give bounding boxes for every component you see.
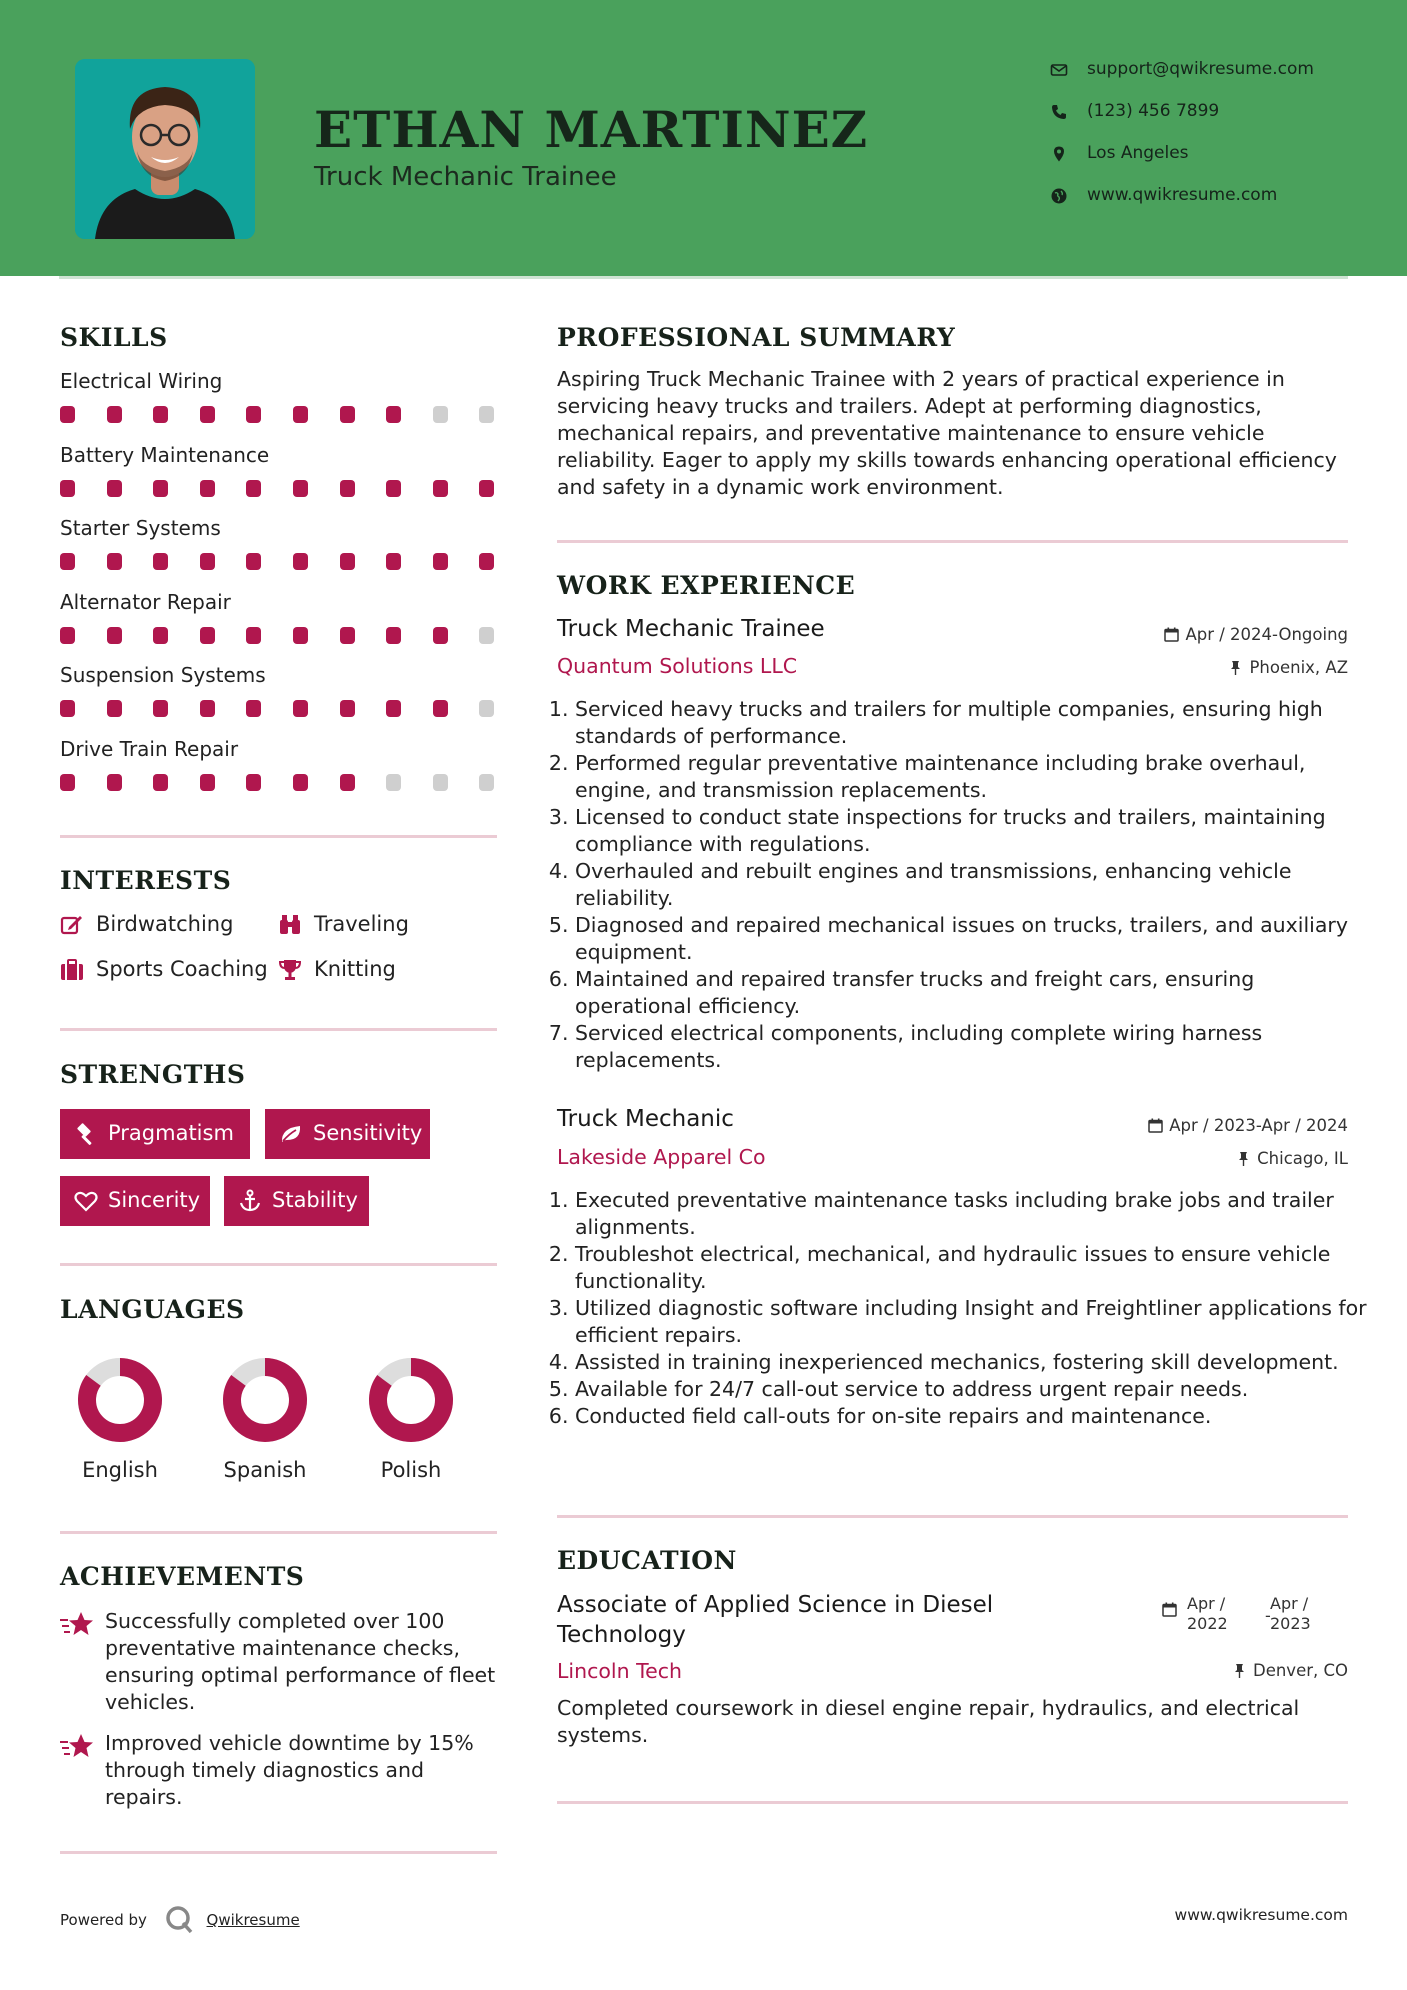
job-bullets xyxy=(550,1187,1375,1430)
education-dates xyxy=(1162,1594,1322,1634)
candidate-name: ETHAN MARTINEZ xyxy=(314,100,869,159)
education-description: Completed coursework in diesel engine repair, hydraulics, and electrical systems. xyxy=(557,1696,1300,1747)
rating-dot-filled xyxy=(479,480,494,497)
interests-title: INTERESTS xyxy=(60,866,232,895)
skill-label: Alternator Repair xyxy=(60,589,231,614)
languages-title: LANGUAGES xyxy=(60,1295,245,1324)
powered-by-label: Powered by xyxy=(60,1911,147,1929)
degree-line: Associate of Applied Science in Diesel xyxy=(557,1592,994,1618)
skill-rating xyxy=(60,480,500,498)
profile-photo xyxy=(75,59,255,239)
skill-rating xyxy=(60,700,500,718)
qwikresume-logo-icon xyxy=(164,1904,194,1934)
rating-dot-filled xyxy=(293,774,308,791)
job-dates-text: Apr / 2023-Apr / 2024 xyxy=(1169,1116,1348,1135)
strength-label: Sincerity xyxy=(108,1188,201,1212)
rating-dot-filled xyxy=(433,627,448,644)
job-title: Truck Mechanic xyxy=(557,1106,734,1132)
rating-dot-filled xyxy=(60,700,75,717)
gavel-icon xyxy=(74,1122,98,1146)
rating-dot-filled xyxy=(386,480,401,497)
rating-dot-filled xyxy=(200,406,215,423)
school-name: Lincoln Tech xyxy=(557,1659,683,1683)
rating-dot-filled xyxy=(340,406,355,423)
rating-dot-filled xyxy=(386,406,401,423)
rating-dot-empty xyxy=(479,627,494,644)
edu-start-month: Apr / xyxy=(1187,1594,1226,1613)
bullet-item: 1. Executed preventative maintenance tasks including brake jobs and trailer alignments. xyxy=(575,1187,1375,1241)
bullet-item: 2. Troubleshot electrical, mechanical, and hydraulic issues to ensure vehicle functionality. xyxy=(575,1241,1375,1295)
rating-dot-filled xyxy=(200,480,215,497)
contact-location-text: Los Angeles xyxy=(1087,143,1189,163)
map-pin-icon xyxy=(1050,145,1068,163)
thumbtack-icon xyxy=(1236,1151,1251,1166)
rating-dot-filled xyxy=(293,700,308,717)
job-dates-text: Apr / 2024-Ongoing xyxy=(1185,625,1348,644)
rating-dot-filled xyxy=(386,553,401,570)
bullet-item: 5. Diagnosed and repaired mechanical issues on trucks, trailers, and auxiliary equipment. xyxy=(575,912,1375,966)
rating-dot-filled xyxy=(433,553,448,570)
section-divider xyxy=(557,1801,1348,1804)
skill-label: Drive Train Repair xyxy=(60,736,239,761)
rating-dot-filled xyxy=(153,406,168,423)
achievement-text: Improved vehicle downtime by 15% through timely diagnostics and repairs. xyxy=(105,1731,474,1809)
rating-dot-filled xyxy=(246,480,261,497)
strength-label: Sensitivity xyxy=(313,1121,423,1145)
job-bullets xyxy=(550,696,1375,1074)
language-ring xyxy=(368,1357,454,1443)
bullet-item: 2. Performed regular preventative maintenance including brake overhaul, engine, and transmission replacements. xyxy=(575,750,1375,804)
rating-dot-filled xyxy=(340,774,355,791)
rating-dot-filled xyxy=(107,406,122,423)
rating-dot-filled xyxy=(200,700,215,717)
section-divider xyxy=(557,540,1348,543)
edu-start-year: 2022 xyxy=(1187,1614,1228,1633)
skill-label: Battery Maintenance xyxy=(60,442,270,467)
skill-label: Suspension Systems xyxy=(60,663,266,687)
binoculars-icon xyxy=(278,913,302,937)
language-label: English xyxy=(82,1458,158,1482)
star-icon xyxy=(60,1610,94,1638)
job-dates xyxy=(1148,1116,1348,1135)
rating-dot-filled xyxy=(60,553,75,570)
rating-dot-filled xyxy=(386,700,401,717)
bullet-item: 1. Serviced heavy trucks and trailers for multiple companies, ensuring high standards of performance. xyxy=(575,696,1375,750)
rating-dot-filled xyxy=(153,553,168,570)
job-location xyxy=(1228,658,1348,677)
thumbtack-icon xyxy=(1232,1663,1247,1678)
rating-dot-filled xyxy=(340,480,355,497)
strengths-title: STRENGTHS xyxy=(60,1060,246,1089)
heart-icon xyxy=(74,1189,98,1213)
header-divider xyxy=(59,276,1348,279)
edu-end-year: 2023 xyxy=(1270,1614,1311,1633)
section-divider xyxy=(60,1851,497,1854)
skill-rating xyxy=(60,627,500,645)
rating-dot-filled xyxy=(107,774,122,791)
achievements-title: ACHIEVEMENTS xyxy=(60,1562,305,1591)
strength-tag xyxy=(60,1176,210,1226)
skill-rating xyxy=(60,553,500,571)
interest-label: Traveling xyxy=(314,912,409,936)
company-name: Lakeside Apparel Co xyxy=(557,1145,766,1169)
rating-dot-filled xyxy=(246,553,261,570)
achievement-text: Successfully completed over 100 preventative maintenance checks, ensuring optimal performance of fleet vehicles. xyxy=(105,1609,496,1714)
bullet-item: 3. Utilized diagnostic software including Insight and Freightliner applications for efficient repairs. xyxy=(575,1295,1375,1349)
job-location-text: Phoenix, AZ xyxy=(1249,658,1348,677)
anchor-icon xyxy=(238,1189,262,1213)
section-divider xyxy=(557,1515,1348,1518)
calendar-icon xyxy=(1164,627,1179,642)
strength-tag xyxy=(60,1109,250,1159)
calendar-icon xyxy=(1148,1118,1163,1133)
bullet-item: 4. Assisted in training inexperienced mechanics, fostering skill development. xyxy=(575,1349,1375,1376)
company-name: Quantum Solutions LLC xyxy=(557,654,798,678)
summary-text: Aspiring Truck Mechanic Trainee with 2 years of practical experience in servicing heavy trucks and trailers. Adept at performing diagnostics, mechanical repairs, and preventative maintenance to ensure vehicle reliability. Eager to apply my skills towards enhancing operational efficiency and safety in a dynamic work environment. xyxy=(557,367,1337,499)
rating-dot-filled xyxy=(200,627,215,644)
rating-dot-filled xyxy=(433,480,448,497)
envelope-icon xyxy=(1050,61,1068,79)
rating-dot-filled xyxy=(200,553,215,570)
rating-dot-filled xyxy=(60,627,75,644)
language-ring xyxy=(222,1357,308,1443)
rating-dot-filled xyxy=(60,406,75,423)
footer-powered xyxy=(60,1904,300,1934)
job-title: Truck Mechanic Trainee xyxy=(557,616,825,642)
rating-dot-filled xyxy=(246,774,261,791)
rating-dot-filled xyxy=(340,627,355,644)
job-location xyxy=(1236,1149,1348,1168)
footer-url[interactable]: www.qwikresume.com xyxy=(1174,1906,1348,1924)
degree-line: Technology xyxy=(557,1622,686,1648)
rating-dot-filled xyxy=(293,480,308,497)
language-label: Polish xyxy=(380,1458,442,1482)
brand-link[interactable]: Qwikresume xyxy=(206,1911,300,1929)
strength-tag xyxy=(265,1109,430,1159)
rating-dot-empty xyxy=(479,774,494,791)
rating-dot-filled xyxy=(293,406,308,423)
bullet-item: 6. Conducted field call-outs for on-site repairs and maintenance. xyxy=(575,1403,1375,1430)
rating-dot-empty xyxy=(479,406,494,423)
pencil-square-icon xyxy=(60,913,84,937)
rating-dot-filled xyxy=(386,627,401,644)
skill-label: Electrical Wiring xyxy=(60,369,223,393)
rating-dot-filled xyxy=(153,480,168,497)
candidate-title: Truck Mechanic Trainee xyxy=(314,162,617,192)
rating-dot-filled xyxy=(60,774,75,791)
rating-dot-filled xyxy=(246,700,261,717)
skill-label: Starter Systems xyxy=(60,516,221,540)
rating-dot-filled xyxy=(340,700,355,717)
language-ring xyxy=(77,1357,163,1443)
rating-dot-filled xyxy=(246,406,261,423)
skill-rating xyxy=(60,406,500,424)
bullet-item: 4. Overhauled and rebuilt engines and transmissions, enhancing vehicle reliability. xyxy=(575,858,1375,912)
contact-website-text: www.qwikresume.com xyxy=(1087,185,1278,205)
rating-dot-filled xyxy=(340,553,355,570)
education-location-text: Denver, CO xyxy=(1252,1661,1348,1680)
calendar-icon xyxy=(1162,1602,1177,1617)
contact-email-text: support@qwikresume.com xyxy=(1087,59,1314,79)
rating-dot-filled xyxy=(153,774,168,791)
rating-dot-empty xyxy=(386,774,401,791)
section-divider xyxy=(60,1263,497,1266)
rating-dot-filled xyxy=(153,700,168,717)
rating-dot-filled xyxy=(153,627,168,644)
briefcase-icon xyxy=(60,958,84,982)
section-divider xyxy=(60,835,497,838)
rating-dot-filled xyxy=(107,627,122,644)
interest-label: Knitting xyxy=(314,957,396,981)
thumbtack-icon xyxy=(1228,660,1243,675)
rating-dot-filled xyxy=(479,553,494,570)
edu-end-month: Apr / xyxy=(1270,1594,1309,1613)
rating-dot-filled xyxy=(293,627,308,644)
bullet-item: 7. Serviced electrical components, including complete wiring harness replacements. xyxy=(575,1020,1375,1074)
skill-rating xyxy=(60,774,500,792)
leaf-icon xyxy=(279,1122,303,1146)
rating-dot-filled xyxy=(246,627,261,644)
job-dates xyxy=(1164,625,1348,644)
strength-label: Stability xyxy=(272,1188,358,1212)
rating-dot-filled xyxy=(293,553,308,570)
contact-phone-text: (123) 456 7899 xyxy=(1087,101,1220,121)
rating-dot-filled xyxy=(107,700,122,717)
bullet-item: 5. Available for 24/7 call-out service to address urgent repair needs. xyxy=(575,1376,1375,1403)
rating-dot-empty xyxy=(433,406,448,423)
language-label: Spanish xyxy=(223,1458,307,1482)
rating-dot-filled xyxy=(107,553,122,570)
strength-tag xyxy=(224,1176,369,1226)
rating-dot-filled xyxy=(433,700,448,717)
bullet-item: 6. Maintained and repaired transfer trucks and freight cars, ensuring operational efficiency. xyxy=(575,966,1375,1020)
job-location-text: Chicago, IL xyxy=(1257,1149,1348,1168)
section-divider xyxy=(60,1531,497,1534)
strength-label: Pragmatism xyxy=(108,1121,234,1145)
interest-label: Sports Coaching xyxy=(96,957,268,981)
interest-label: Birdwatching xyxy=(96,912,234,936)
section-divider xyxy=(60,1028,497,1031)
star-icon xyxy=(60,1732,94,1760)
education-location xyxy=(1232,1661,1348,1680)
experience-title: WORK EXPERIENCE xyxy=(557,571,856,600)
education-title: EDUCATION xyxy=(557,1546,737,1575)
phone-icon xyxy=(1050,103,1068,121)
header-banner xyxy=(0,0,1407,276)
trophy-icon xyxy=(278,958,302,982)
bullet-item: 3. Licensed to conduct state inspections for trucks and trailers, maintaining compliance with regulations. xyxy=(575,804,1375,858)
rating-dot-filled xyxy=(60,480,75,497)
degree-title xyxy=(557,1590,993,1650)
rating-dot-filled xyxy=(107,480,122,497)
rating-dot-empty xyxy=(433,774,448,791)
summary-title: PROFESSIONAL SUMMARY xyxy=(557,323,956,352)
edu-date-dash: - xyxy=(1265,1606,1271,1625)
rating-dot-filled xyxy=(200,774,215,791)
globe-icon xyxy=(1050,187,1068,205)
skills-title: SKILLS xyxy=(60,323,168,352)
rating-dot-empty xyxy=(479,700,494,717)
